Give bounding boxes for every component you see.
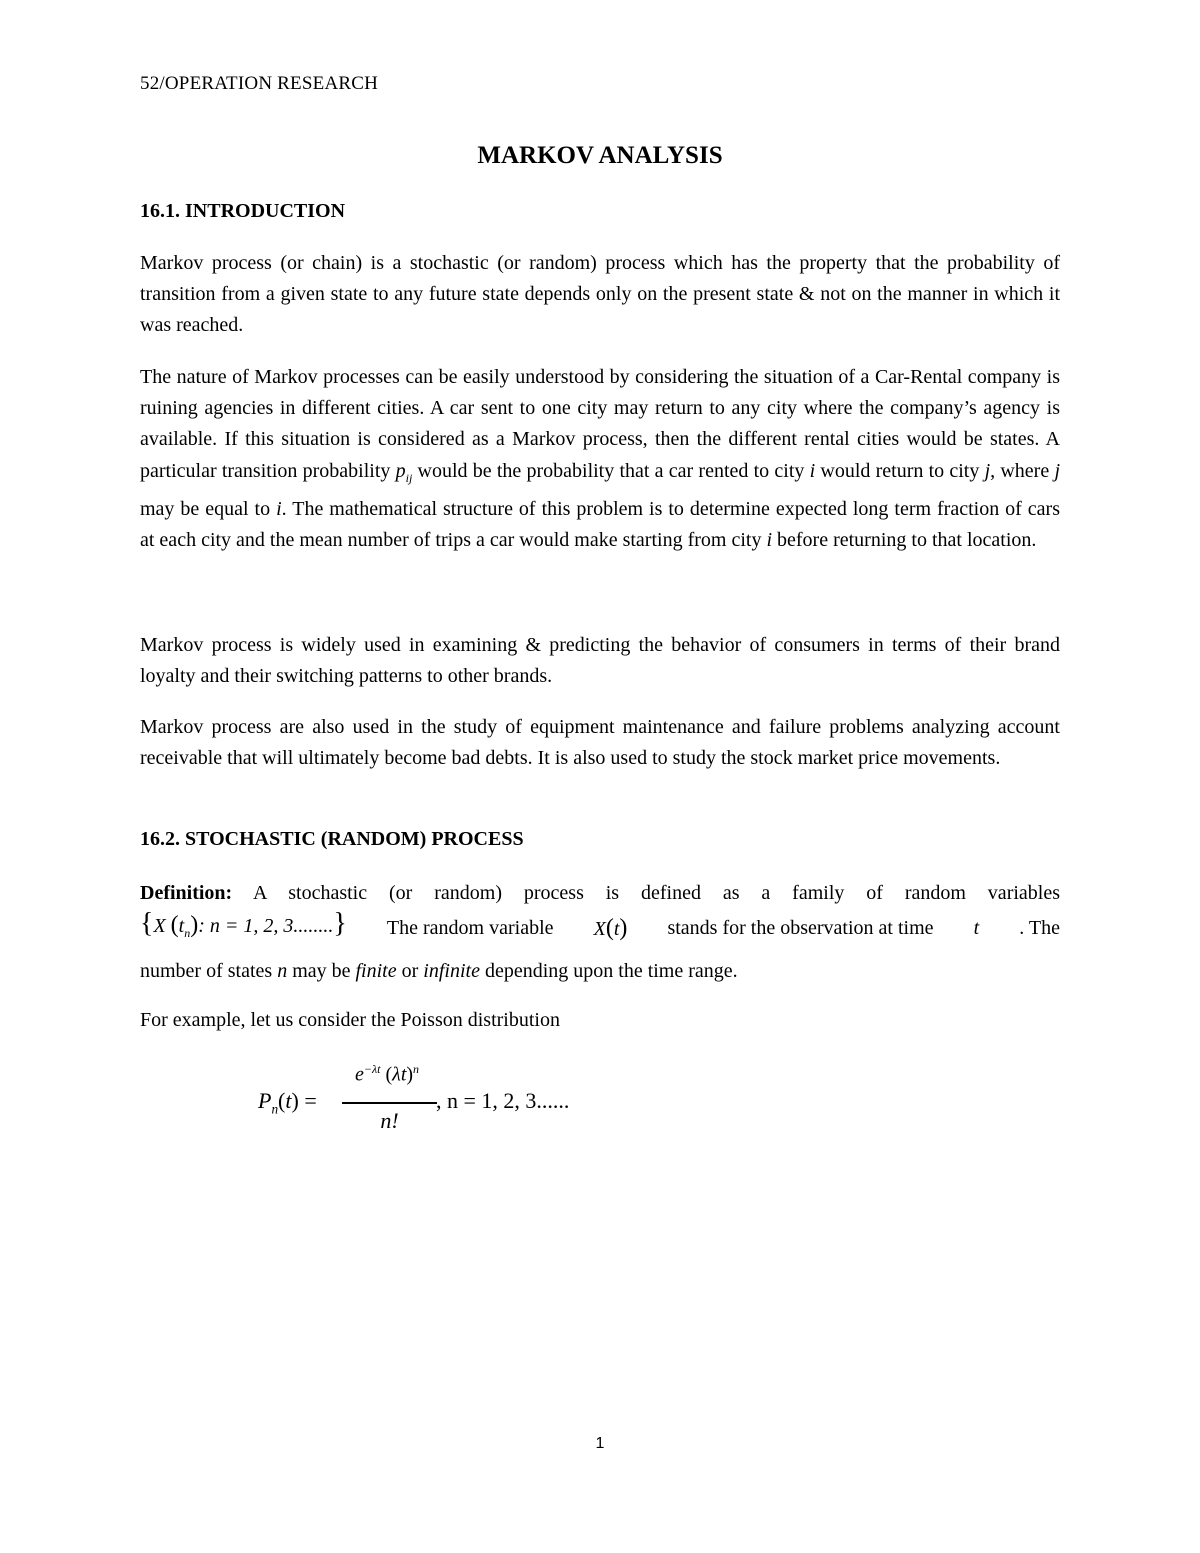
definition-line-1: Definition: A stochastic (or random) process is defined as a family of random variables bbox=[140, 882, 1060, 904]
definition-line-3: number of states n may be finite or infinite depending upon the time range. bbox=[140, 960, 738, 982]
section-heading-stochastic-process: 16.2. STOCHASTIC (RANDOM) PROCESS bbox=[140, 828, 524, 850]
page-number: 1 bbox=[595, 1435, 605, 1452]
section-heading-introduction: 16.1. INTRODUCTION bbox=[140, 200, 346, 222]
definition-line-2: {X $(t_n)$: n = 1, 2, 3........} The random variable X(t) stands for the observation at time t . The bbox=[140, 911, 1060, 945]
example-text: For example, let us consider the Poisson distribution bbox=[140, 1009, 560, 1031]
random-variable-set: {X $(t_n)$: n = 1, 2, 3........} bbox=[140, 907, 347, 940]
fraction-bar bbox=[342, 1102, 437, 1104]
intro-paragraph-2: The nature of Markov processes can be easily understood by considering the situation of a Car-Rental company is ruining agencies in different cities. A car sent to one city may return to any city where the company’s agency is available. If this situation is considered as a Markov process, then the different rental cities would be states. A particular transition probability $p_{ij}$ would be the probability that a car rented to city i would return to city j, where j may be equal to i. The mathematical structure of this problem is to determine expected long term fraction of cars at each city and the mean number of trips a car would make starting from city i before returning to that location. bbox=[140, 366, 1061, 552]
document-page: 52/OPERATION RESEARCH MARKOV ANALYSIS 16.1. INTRODUCTION Markov process (or chain) is a stochastic (or random) process which has the property that the probability of transition from a given state to any future state depends only on the present state & not on the manner in which it was reached. The nature of Markov processes can be easily understood by considering the situation of a Car-Rental company is ruining agencies in different cities. A car sent to one city may return to any city where the company’s agency is available. If this situation is considered as a Markov process, then the different rental cities would be states. A particular transition probability $p_{ij}$ would be the probability that a car rented to city i would return to city j, where j may be equal to i. The mathematical structure of this problem is to determine expected long term fraction of cars at each city and the mean number of trips a car would make starting from city i before returning to that location. Markov process is widely used in examining & predicting the behavior of consumers in terms of their brand loyalty and their switching patterns to other brands. Markov process are also used in the study of equipment maintenance and failure problems analyzing account receivable that will ultimately become bad debts. It is also used to study the stock market price movements. 16.2. STOCHASTIC (RANDOM) PROCESS Definition: A stochastic (or random) process is defined as a family of random variables {X $(t_n)$: n = 1, 2, 3........} The random variable X(t) stands for the observation at time t . The number of states n may be finite or infinite depending upon the time range. For example, let us consider the Poisson distribution $P_n(t)$ = $e^{-\lambda t}$ $(\lambda t)^n$ n! , n = 1, 2, 3...... 1 bbox=[0, 0, 1200, 1553]
intro-paragraph-3: Markov process is widely used in examining & predicting the behavior of consumers in terms of their brand loyalty and their switching patterns to other brands. bbox=[140, 634, 1060, 688]
running-header: 52/OPERATION RESEARCH bbox=[140, 73, 379, 94]
intro-paragraph-4: Markov process are also used in the study of equipment maintenance and failure problems analyzing account receivable that will ultimately become bad debts. It is also used to study the stock market price movements. bbox=[140, 716, 1060, 770]
intro-paragraph-1: Markov process (or chain) is a stochastic (or random) process which has the property that the probability of transition from a given state to any future state depends only on the present state & not on the manner in which it was reached. bbox=[140, 252, 1060, 337]
random-variable-x-t: X(t) bbox=[593, 914, 628, 941]
chapter-title: MARKOV ANALYSIS bbox=[477, 142, 723, 169]
